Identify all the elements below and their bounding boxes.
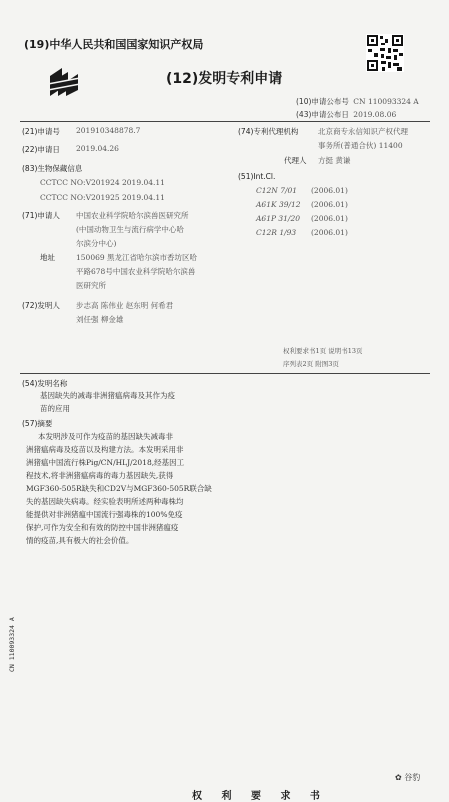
inventor-line-2: 刘任强 柳金雄: [76, 315, 124, 324]
publication-number-label: (10)申请公布号: [296, 97, 349, 106]
applicant-label: (71)申请人: [22, 211, 60, 220]
qr-code-icon: [366, 34, 404, 72]
address-line-1: 150069 黑龙江省哈尔滨市香坊区哈: [76, 253, 198, 262]
agency-line-2: 事务所(普通合伙) 11400: [318, 141, 403, 150]
application-number-value: 201910348878.7: [76, 126, 141, 135]
publication-number-value: CN 110093324 A: [353, 97, 419, 106]
inventor-line-1: 步志高 陈伟业 赵东明 何希君: [76, 301, 174, 310]
publication-date-label: (43)申请公布日: [296, 110, 349, 119]
invention-title: [40, 389, 175, 415]
ipc-code-2: A61K 39/12: [256, 200, 301, 209]
authority-header: (19)中华人民共和国国家知识产权局: [24, 38, 204, 51]
wechat-icon: ✿: [395, 773, 402, 782]
next-page-heading: 权 利 要 求 书: [192, 791, 328, 802]
applicant-line-2: (中国动物卫生与流行病学中心哈: [76, 225, 184, 234]
abstract-text: [26, 430, 212, 547]
inventor-label: (72)发明人: [22, 301, 60, 310]
ipc-year-1: (2006.01): [311, 186, 348, 195]
section-divider: [20, 373, 430, 374]
application-date-label: (22)申请日: [22, 145, 60, 154]
abstract-line: 洲猪瘟病毒及疫苗以及构建方法。本发明采用非: [26, 445, 184, 454]
agent-label: 代理人: [284, 156, 307, 165]
applicant-line-1: 中国农业科学院哈尔滨兽医研究所: [76, 211, 189, 220]
abstract-line: 情的疫苗,具有极大的社会价值。: [26, 536, 134, 545]
ipc-code-1: C12N 7/01: [256, 186, 298, 195]
ipc-year-4: (2006.01): [311, 228, 348, 237]
address-line-2: 平路678号中国农业科学院哈尔滨兽: [76, 267, 196, 276]
agency-label: (74)专利代理机构: [238, 127, 299, 136]
abstract-line: MGF360-505R缺失和CD2V与MGF360-505R联合缺: [26, 484, 212, 493]
abstract-line: 失的基因缺失病毒。经实验表明所述两种毒株均: [26, 497, 184, 506]
applicant-line-3: 尔滨分中心): [76, 239, 117, 248]
cnipa-logo-icon: [46, 64, 82, 100]
ipc-code-4: C12R 1/93: [256, 228, 297, 237]
abstract-line: 能提供对非洲猪瘟中国流行强毒株的100%免疫: [26, 510, 183, 519]
invention-title-line-2: 苗的应用: [40, 404, 70, 413]
biological-deposit-label: (83)生物保藏信息: [22, 164, 83, 173]
watermark: [395, 772, 420, 783]
biological-deposit-2: CCTCC NO:V201925 2019.04.11: [40, 193, 165, 202]
agency-line-1: 北京商专永信知识产权代理: [318, 127, 408, 136]
abstract-line: 洲猪瘟中国流行株Pig/CN/HLJ/2018,经基因工: [26, 458, 185, 467]
abstract-line: 本发明涉及可作为疫苗的基因缺失减毒非: [38, 432, 173, 441]
watermark-text: 谷豹: [404, 773, 421, 782]
invention-title-line-1: 基因缺失的减毒非洲猪瘟病毒及其作为疫: [40, 391, 175, 400]
publication-date: [296, 109, 396, 120]
biological-deposit-1: CCTCC NO:V201924 2019.04.11: [40, 178, 165, 187]
address-line-3: 医研究所: [76, 281, 106, 290]
abstract-line: 保护,可作为安全和有效的防控中国非洲猪瘟疫: [26, 523, 179, 532]
ipc-year-2: (2006.01): [311, 200, 348, 209]
page-count-line-1: 权利要求书1页 说明书13页: [283, 347, 363, 355]
publication-date-value: 2019.08.06: [353, 110, 397, 119]
application-date-value: 2019.04.26: [76, 144, 119, 153]
application-number-label: (21)申请号: [22, 127, 60, 136]
invention-title-label: (54)发明名称: [22, 379, 68, 388]
publication-number: [296, 96, 419, 107]
agent-value: 方挺 黄谦: [318, 156, 351, 165]
side-publication-number: CN 110093324 A: [8, 617, 16, 672]
page-count-line-2: 序列表2页 附图3页: [283, 360, 339, 368]
document-type: (12)发明专利申请: [166, 71, 283, 87]
ipc-label: (51)Int.Cl.: [238, 172, 276, 181]
ipc-year-3: (2006.01): [311, 214, 348, 223]
address-label: 地址: [40, 253, 55, 262]
abstract-label: (57)摘要: [22, 419, 53, 428]
ipc-code-3: A61P 31/20: [256, 214, 301, 223]
header-divider: [20, 121, 430, 122]
abstract-line: 程技术,将非洲猪瘟病毒的毒力基因缺失,获得: [26, 471, 174, 480]
